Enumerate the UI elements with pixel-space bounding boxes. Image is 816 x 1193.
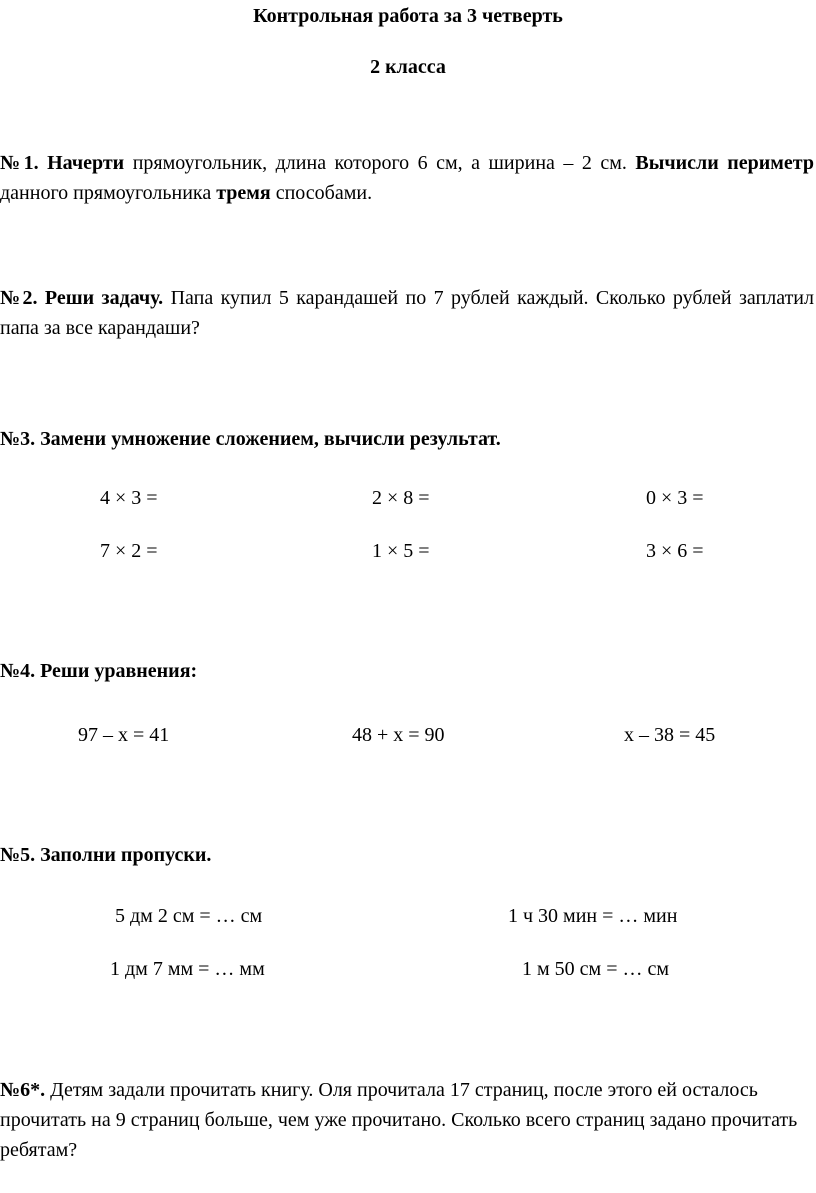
task-4-equation: 97 – х = 41 bbox=[78, 724, 170, 746]
task-2-number: №2. bbox=[0, 287, 38, 309]
task-1-text-c: способами. bbox=[270, 182, 373, 204]
task-1-text-b: данного прямоугольника bbox=[0, 182, 217, 204]
task-4-equation: х – 38 = 45 bbox=[624, 724, 716, 746]
task-1-emphasis: тремя bbox=[216, 182, 271, 204]
task-3-expr: 3 × 6 = bbox=[646, 540, 704, 562]
task-6-text: Детям задали прочитать книгу. Оля прочитала 17 страниц, после этого ей осталось прочитать на 9 страниц больше, чем уже прочитано. Сколько всего страниц задано прочитать ребятам? bbox=[0, 1079, 798, 1161]
task-1-verb-compute: Вычисли периметр bbox=[635, 152, 814, 174]
task-2-instruction: Реши задачу. bbox=[44, 287, 164, 309]
task-1-number: №1. bbox=[0, 152, 39, 174]
task-5-item: 5 дм 2 см = … см bbox=[115, 905, 263, 927]
task-3-expr: 1 × 5 = bbox=[372, 540, 430, 562]
task-2-text: Папа купил 5 карандашей по 7 рублей каждый. Сколько рублей заплатил папа за все карандаши? bbox=[0, 287, 814, 339]
task-2 bbox=[0, 283, 814, 343]
task-3-expr: 4 × 3 = bbox=[100, 487, 158, 509]
task-1-text-a: прямоугольник, длина которого 6 см, а ширина – 2 см. bbox=[124, 152, 636, 174]
task-4-heading: №4. Реши уравнения: bbox=[0, 660, 198, 682]
page-subtitle: 2 класса bbox=[370, 56, 446, 78]
task-5-item: 1 ч 30 мин = … мин bbox=[508, 905, 678, 927]
task-5-item: 1 м 50 см = … см bbox=[522, 958, 670, 980]
task-1 bbox=[0, 148, 814, 208]
task-3-heading: №3. Замени умножение сложением, вычисли результат. bbox=[0, 428, 501, 450]
task-6-number: №6*. bbox=[0, 1079, 46, 1101]
task-4-equation: 48 + х = 90 bbox=[352, 724, 445, 746]
task-5-heading: №5. Заполни пропуски. bbox=[0, 844, 212, 866]
task-3-expr: 7 × 2 = bbox=[100, 540, 158, 562]
task-3-expr: 0 × 3 = bbox=[646, 487, 704, 509]
task-6 bbox=[0, 1075, 814, 1165]
task-1-verb-draw: Начерти bbox=[47, 152, 125, 174]
task-5-item: 1 дм 7 мм = … мм bbox=[110, 958, 265, 980]
task-3-expr: 2 × 8 = bbox=[372, 487, 430, 509]
page-title: Контрольная работа за 3 четверть bbox=[253, 5, 563, 27]
